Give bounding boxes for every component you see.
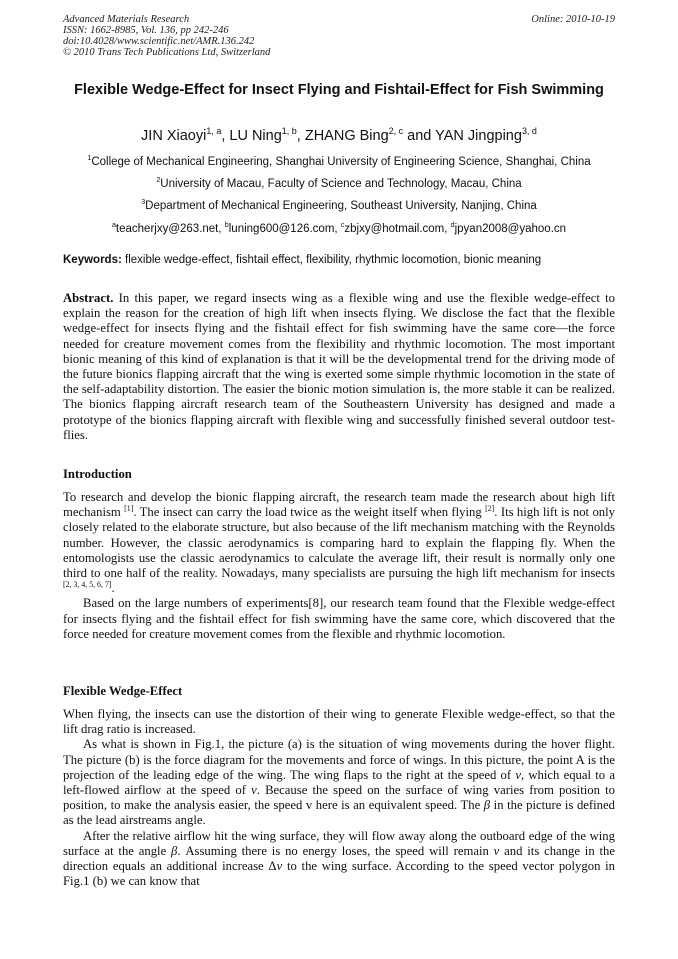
affiliation-text: University of Macau, Faculty of Science and Technology, Macau, China — [160, 178, 522, 190]
introduction-body — [63, 490, 615, 642]
text-run: and its change in the direction equals an additional increase Δ — [63, 843, 615, 874]
paragraph — [63, 829, 615, 890]
email-sup: a — [111, 221, 116, 230]
affiliation — [63, 178, 615, 190]
author-name: YAN Jingping — [435, 128, 522, 144]
paragraph: Based on the large numbers of experiments[8], our research team found that the Flexible wedge-effect for insects flying and the fishtail effect for fish swimming have the same core, which discovered that the force needed for creature movement comes from the flexible and rhythmic locomotion. — [63, 596, 615, 641]
math-symbol: v — [515, 767, 521, 782]
citation[interactable]: [2] — [485, 503, 495, 513]
affiliation — [63, 156, 615, 168]
email-sup: d — [450, 221, 455, 230]
author-and: and — [407, 128, 432, 144]
affiliation-text: Department of Mechanical Engineering, Southeast University, Nanjing, China — [145, 200, 537, 212]
text-run: in the picture is defined as the lead airstreams angle. — [63, 798, 615, 828]
abstract-label: Abstract. — [63, 291, 114, 305]
keywords-text: flexible wedge-effect, fishtail effect, flexibility, rhythmic locomotion, bionic meaning — [125, 254, 542, 266]
author-sup: 1, b — [281, 126, 297, 137]
email-link[interactable]: luning600@126.com, — [228, 223, 338, 235]
keywords — [63, 254, 615, 266]
email-sup: c — [340, 221, 345, 230]
math-symbol: v — [493, 843, 500, 858]
email-link[interactable]: jpyan2008@yahoo.cn — [454, 223, 567, 235]
keywords-label: Keywords: — [63, 254, 122, 266]
text-run: After the relative airflow hit the wing surface, they will flow away along the outboard edge of the wing surface at the angle — [63, 828, 615, 858]
journal-header — [63, 14, 270, 58]
section-heading-introduction: Introduction — [63, 467, 132, 481]
text-run: To research and develop the bionic flapping aircraft, the research team made the research about high lift mechanism — [63, 490, 615, 520]
journal-name: Advanced Materials Research — [63, 14, 190, 25]
text-run: to the wing surface. According to the speed vector polygon in Fig.1 (b) we can know that — [63, 859, 616, 889]
email-link[interactable]: zbjxy@hotmail.com, — [344, 223, 448, 235]
citation[interactable]: [1] — [124, 503, 134, 513]
doi-line: doi:10.4028/www.scientific.net/AMR.136.242 — [63, 36, 255, 47]
text-run: . Its high lift is not only closely related to the elaborate structure, but also because of the lift mechanism matching with the Reynolds number. However, the classic aerodynamics is comparing hard to explain the flapping fly. When the entomologists use the classic aerodynamics to calculate the average lift, their result is normally only one third to one half of the reality. Nowadays, many specialists are pursuing the high lift mechanism for insects — [63, 505, 616, 581]
paragraph — [63, 737, 615, 828]
author-name: JIN Xiaoyi — [141, 128, 207, 144]
paper-title: Flexible Wedge-Effect for Insect Flying and Fishtail-Effect for Fish Swimming — [74, 82, 604, 98]
email-line — [63, 223, 615, 235]
author-sup: 2, c — [388, 126, 404, 137]
email-sup: b — [224, 221, 229, 230]
author-name: ZHANG Bing — [304, 128, 389, 144]
text-run: . The insect can carry the load twice as the weight itself when flying — [133, 505, 486, 520]
author-sup: 1, a — [206, 126, 222, 137]
math-symbol: β — [483, 798, 491, 813]
text-run: . Assuming there is no energy loses, the speed will remain — [177, 843, 494, 858]
text-run: , which equal to a left-flowed airflow at the speed of — [63, 767, 615, 798]
math-symbol: v — [251, 783, 257, 798]
paragraph — [63, 490, 615, 596]
author-sup: 3, d — [521, 126, 537, 137]
issn-line: ISSN: 1662-8985, Vol. 136, pp 242-246 — [63, 25, 229, 36]
online-date: Online: 2010-10-19 — [531, 14, 615, 25]
copyright-line: © 2010 Trans Tech Publications Ltd, Switzerland — [63, 47, 271, 58]
abstract-text: In this paper, we regard insects wing as a flexible wing and use the flexible wedge-effect to explain the reason for the creation of high lift when insects flying. We disclose the fact that the flexible wedge-effect for insects flying and the fishtail effect for fish swimming have the same core—the force needed for creature movement comes from the flexibility and rhythmic locomotion. The most important bionic meaning of this kind of explanation is that it will be the developmental trend for the driving mode of the future bionics flapping aircraft that the wing is exerted some simple rhythmic locomotion in the state of the self-adaptability distortion. The easier the bionic motion simulation is, the more stable it can be realized. The bionics flapping aircraft research team of the Southeastern University has designed and made a prototype of the bionics flapping aircraft with flexible wing and successfully finished several outdoor test-flies. — [63, 291, 615, 442]
citation[interactable]: [2, 3, 4, 5, 6, 7] — [63, 579, 112, 589]
affiliation-text: College of Mechanical Engineering, Shanghai University of Engineering Science, Shanghai, China — [91, 156, 591, 168]
abstract — [63, 291, 615, 443]
author-list: JIN Xiaoyi$^{1, a}$, LU Ning$^{1, b}$, ZHANG Bing$^{2, c}$ and YAN Jingping$^{3, d}$ — [141, 126, 537, 144]
text-run: . — [111, 581, 115, 596]
section-heading-flexible-wedge: Flexible Wedge-Effect — [63, 684, 183, 698]
text-run: As what is shown in Fig.1, the picture (a) is the situation of wing movements during the hover flight. The picture (b) is the force diagram for the movements and force of wings. In this picture, the point A is the projection of the leading edge of the wing. The wing flaps to the right at the speed of — [63, 737, 615, 782]
affiliation-sup: 2 — [156, 176, 161, 185]
flexible-wedge-body — [63, 707, 615, 889]
math-symbol: β — [171, 843, 178, 858]
affiliation-sup: 3 — [141, 198, 146, 207]
author-name: LU Ning — [229, 128, 282, 144]
math-symbol: v — [276, 859, 283, 874]
affiliation — [63, 200, 615, 212]
affiliation-sup: 1 — [87, 154, 92, 163]
paragraph: When flying, the insects can use the distortion of their wing to generate Flexible wedge-effect, so that the lift drag ratio is increased. — [63, 707, 615, 737]
email-link[interactable]: teacherjxy@263.net, — [115, 223, 222, 235]
text-run: . Because the speed on the surface of wing varies from position to position, to make the analysis easier, the speed v here is an equivalent speed. The — [63, 783, 615, 813]
